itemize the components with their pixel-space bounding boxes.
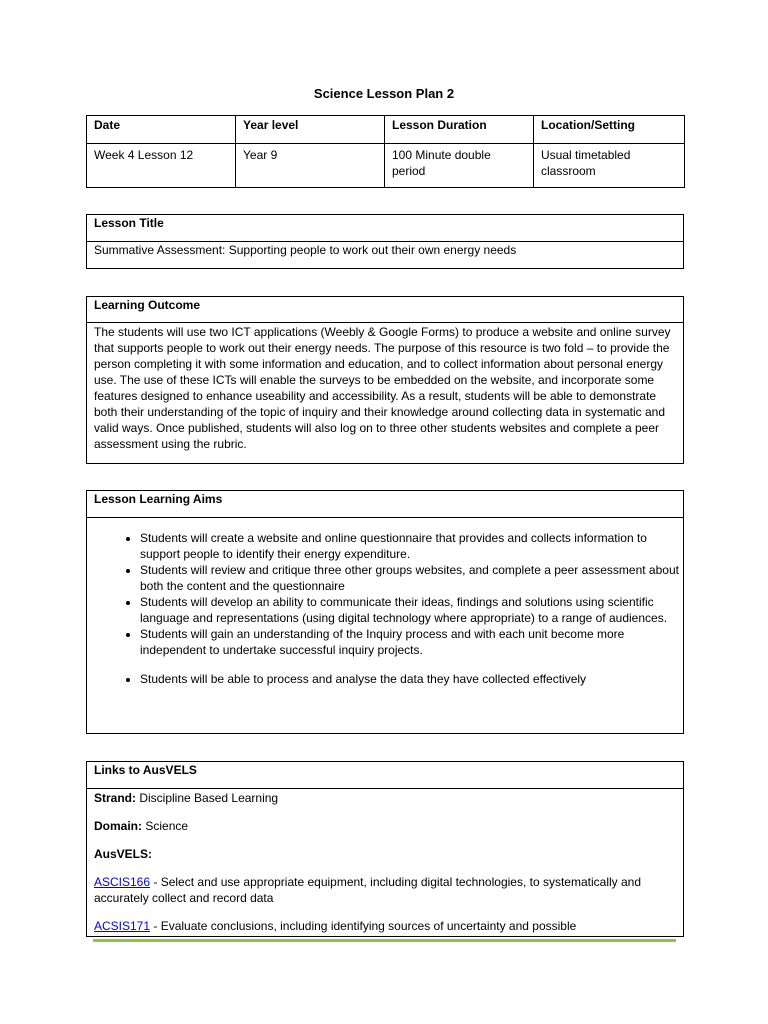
list-item: • Students will be able to process and analyse the data they have collected effectively [140, 671, 683, 687]
learning-outcome-text: The students will use two ICT applications (Weebly & Google Forms) to produce a website and online survey that supports people to work out their energy needs. The purpose of this resource is two fold – to provide the person completing it with some information and education, and to collect information about personal energy use. The use of these ICTs will enable the surveys to be embedded on the website, and incorporate some features designed to enhance useability and accessibility. As a result, students will be able to demonstrate both their understanding of the topic of inquiry and their knowledge around collecting data in systematic and valid ways. Once published, students will also log on to three other students websites and complete a peer assessment using the rubric. [94, 325, 671, 451]
list-item: • Students will review and critique three other groups websites, and complete a peer assessment about both the content and the questionnaire [140, 562, 683, 594]
learning-outcome-label: Learning Outcome [87, 297, 683, 323]
ascis166-link[interactable]: ASCIS166 [94, 875, 151, 889]
lesson-duration-header: Lesson Duration [385, 116, 534, 144]
lesson-title-label: Lesson Title [87, 215, 683, 242]
strand-line [94, 790, 676, 806]
domain-line [94, 818, 676, 834]
location-value: Usual timetabled classroom [534, 144, 685, 188]
lesson-title-value: Summative Assessment: Supporting people to work out their own energy needs [94, 243, 517, 257]
location-header: Location/Setting [534, 116, 685, 144]
learning-aims-list [87, 530, 683, 687]
date-header: Date [87, 116, 236, 144]
list-item: • Students will develop an ability to communicate their ideas, findings and solutions using scientific language and representations (using digital technology where appropriate) to a range of audiences. [140, 594, 683, 626]
list-item: • Students will create a website and online questionnaire that provides and collects information to support people to identify their energy expenditure. [140, 530, 683, 562]
list-item: • Students will gain an understanding of the Inquiry process and with each unit become more independent to undertake successful inquiry projects. [140, 626, 683, 658]
footer-rule [93, 939, 676, 942]
page-title: Science Lesson Plan 2 [313, 86, 455, 101]
learning-outcome-box [86, 296, 684, 464]
year-level-header: Year level [236, 116, 385, 144]
ausvels-heading: AusVELS: [94, 847, 153, 861]
ascis166-description: - Select and use appropriate equipment, including digital technologies, to systematically and accurately collect and record data [94, 875, 642, 905]
ausvels-box [86, 761, 684, 937]
strand-value: Discipline Based Learning [139, 791, 279, 805]
lesson-meta-table [86, 115, 685, 188]
domain-label: Domain: [94, 819, 142, 833]
lesson-duration-value: 100 Minute double period [385, 144, 534, 188]
year-level-value: Year 9 [236, 144, 385, 188]
lesson-title-box [86, 214, 684, 269]
learning-aims-label: Lesson Learning Aims [87, 491, 683, 518]
date-value: Week 4 Lesson 12 [87, 144, 236, 188]
learning-aims-box [86, 490, 684, 734]
ausvels-link-item [94, 874, 676, 906]
table-header-row [87, 116, 685, 144]
ausvels-link-item [94, 918, 676, 934]
acsis171-description: - Evaluate conclusions, including identifying sources of uncertainty and possible [150, 919, 577, 933]
ausvels-label: Links to AusVELS [87, 762, 683, 789]
domain-value: Science [145, 819, 189, 833]
table-row [87, 144, 685, 188]
acsis171-link[interactable]: ACSIS171 [94, 919, 151, 933]
strand-label: Strand: [94, 791, 136, 805]
